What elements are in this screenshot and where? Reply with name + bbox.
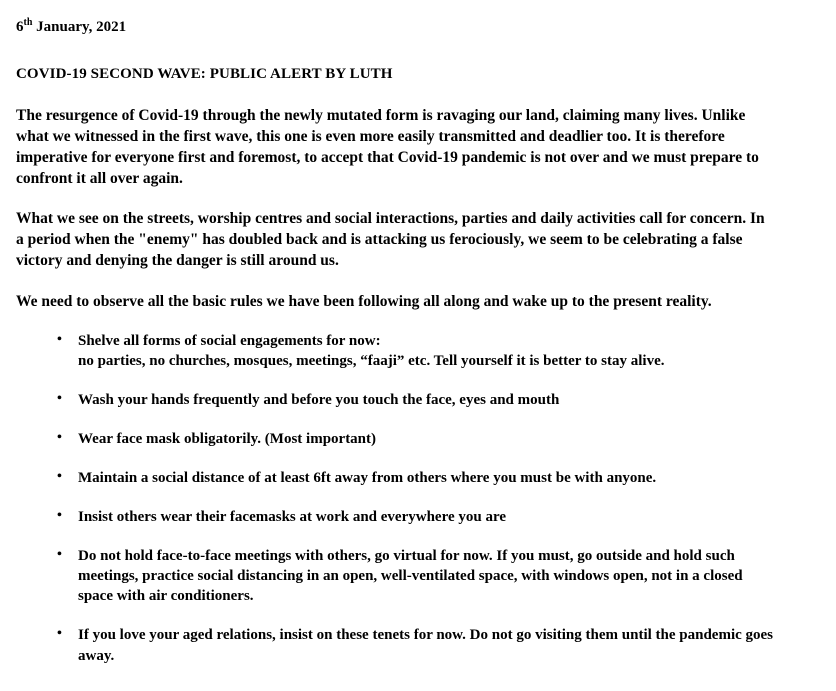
list-item-line1: Do not hold face-to-face meetings with others, go virtual for now. If you must, go outside and hold such meetings, practice social distancing in an open, well-ventilated space, with windows open, not in a closed space with air conditioners. (78, 548, 743, 605)
list-item (16, 507, 774, 527)
date-day: 6 (16, 19, 24, 35)
date-rest: January, 2021 (32, 19, 127, 35)
list-item (16, 625, 774, 665)
list-item (16, 468, 774, 488)
bullet-icon: • (57, 390, 62, 406)
guidelines-list (16, 331, 774, 666)
paragraph-1: The resurgence of Covid-19 through the newly mutated form is ravaging our land, claiming many lives. Unlike what we witnessed in the first wave, this one is even more easily transmitted and deadlier too. It is therefore imperative for everyone first and foremost, to accept that Covid-19 pandemic is not over and we must prepare to confront it all over again. (16, 107, 759, 188)
list-item-line1: Wash your hands frequently and before you touch the face, eyes and mouth (78, 391, 560, 408)
list-item-line1: Shelve all forms of social engagements for now: (78, 332, 381, 349)
bullet-icon: • (57, 331, 62, 347)
document-date (16, 18, 774, 36)
date-ordinal-suffix: th (23, 17, 33, 28)
list-item-line1: If you love your aged relations, insist on these tenets for now. Do not go visiting them until the pandemic goes away. (78, 627, 774, 664)
bullet-icon: • (57, 429, 62, 445)
list-item (16, 331, 774, 371)
page-title: COVID-19 SECOND WAVE: PUBLIC ALERT BY LUTH (16, 66, 393, 82)
list-item (16, 546, 774, 606)
list-item (16, 429, 774, 449)
bullet-icon: • (57, 626, 62, 642)
list-item-line1: Maintain a social distance of at least 6ft away from others where you must be with anyone. (78, 470, 657, 486)
list-item-line1: Wear face mask obligatorily. (Most important) (78, 430, 377, 447)
paragraph-2: What we see on the streets, worship centres and social interactions, parties and daily activities call for concern. In a period when the "enemy" has doubled back and is attacking us ferociously, we seem to be celebrating a false victory and denying the danger is still around us. (16, 210, 765, 270)
bullet-icon: • (57, 508, 62, 524)
bullet-icon: • (57, 547, 62, 563)
list-item-line1: Insist others wear their facemasks at work and everywhere you are (78, 509, 507, 526)
bullet-icon: • (57, 469, 62, 484)
paragraph-3: We need to observe all the basic rules we have been following all along and wake up to the present reality. (16, 292, 712, 310)
list-item (16, 390, 774, 410)
list-item-line2: no parties, no churches, mosques, meetings, “faaji” etc. Tell yourself it is better to stay alive. (78, 352, 665, 369)
